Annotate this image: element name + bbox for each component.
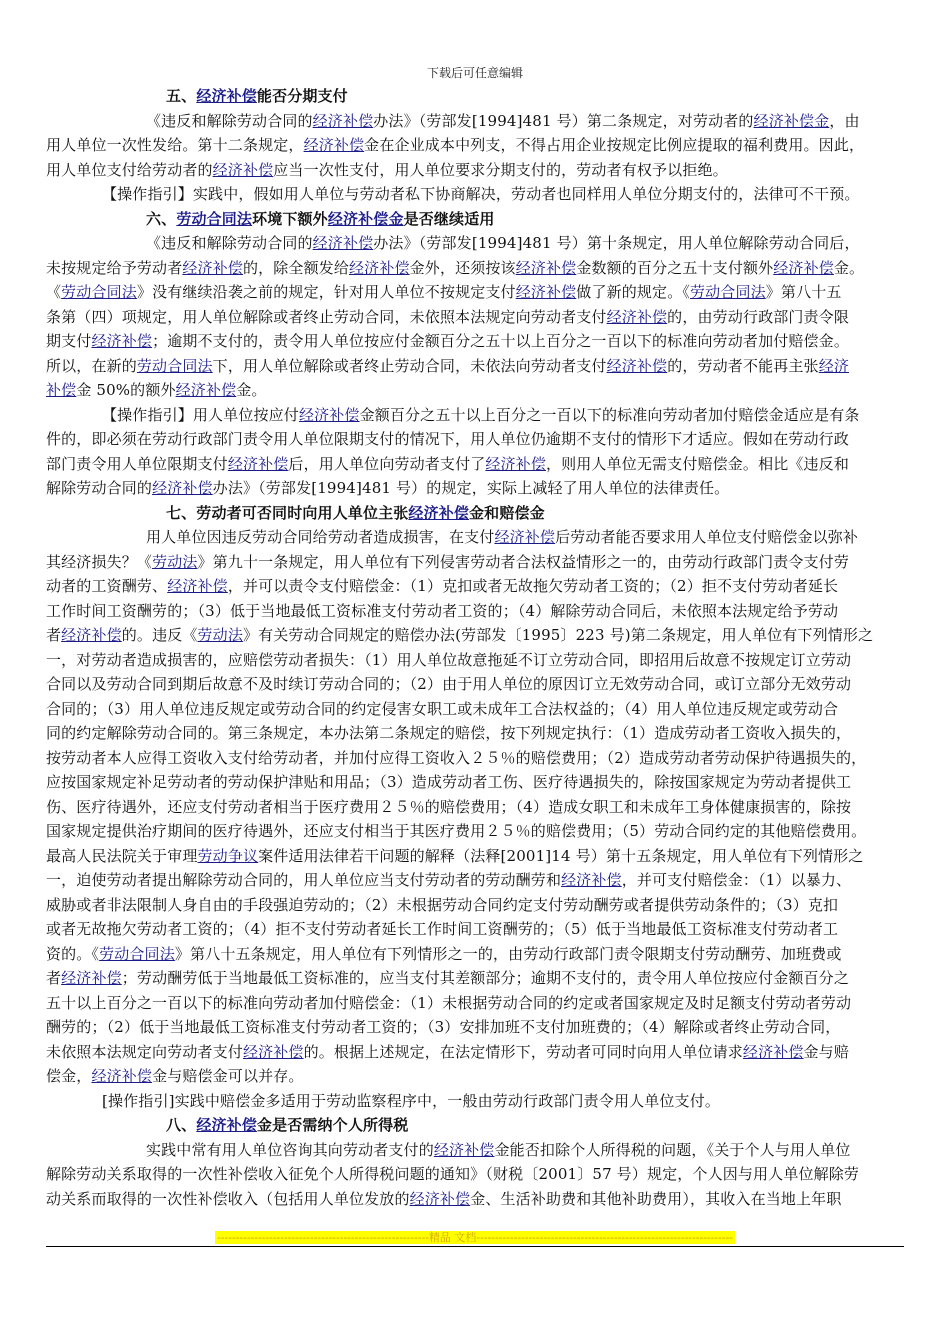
text-span: 金是否需纳个人所得税	[256, 1116, 409, 1134]
keyword-link[interactable]: 劳动法	[197, 626, 243, 644]
keyword-link[interactable]: 经济补偿	[408, 503, 470, 522]
text-span: 【操作指引】用人单位按应付	[102, 405, 299, 424]
text-span: 是否继续适用	[403, 209, 495, 228]
text-span: 合同的；（3）用人单位违反规定或劳动合同的约定侵害女职工或未成年工合法权益的；（4）用人单位违反规定或劳动合	[46, 699, 839, 718]
text-span: 八、	[166, 1116, 197, 1134]
keyword-link[interactable]: 劳动合同法	[176, 209, 253, 228]
text-line	[46, 966, 904, 991]
text-span: 环境下额外	[252, 209, 328, 228]
keyword-link[interactable]: 经济补偿	[61, 969, 122, 987]
text-line	[46, 1015, 904, 1040]
text-span: 酬劳的；（2）低于当地最低工资标准支付劳动者工资的；（3）安排加班不支付加班费的；（4）解除或者终止劳动合同，	[46, 1018, 841, 1036]
text-span: 期支付	[46, 332, 92, 350]
text-span: 其经济损失？《	[46, 552, 153, 571]
text-span: 七、劳动者可否同时向用人单位主张	[166, 503, 409, 522]
text-span: 条第（四）项规定，用人单位解除或者终止劳动合同，未依照本法规定向劳动者支付	[46, 307, 607, 326]
text-span: 同的约定解除劳动合同的。第三条规定，本办法第二条规定的赔偿，按下列规定执行：（1）造成劳动者工资收入损失的，	[46, 724, 852, 742]
text-span: 工作时间工资酬劳的；（3）低于当地最低工资标准支付劳动者工资的；（4）解除劳动合同后，未依照本法规定给予劳动	[46, 601, 839, 620]
text-span: 金。	[236, 381, 267, 399]
text-span: 》没有继续沿袭之前的规定，针对用人单位不按规定支付	[136, 283, 516, 301]
text-span: 偿金，	[46, 1067, 92, 1085]
text-line	[46, 550, 904, 575]
text-span: 金外，还须按该	[409, 258, 516, 277]
keyword-link[interactable]: 劳动合同法	[99, 944, 175, 963]
text-span: ，并可支付赔偿金：（1）以暴力、	[621, 871, 852, 889]
keyword-link[interactable]: 经济补偿	[312, 111, 374, 130]
text-span: 》第八十五条规定，用人单位有下列情形之一的，由劳动行政部门责令限期支付劳动酬劳、加班费或	[174, 944, 842, 963]
text-span: 做了新的规定。《	[576, 283, 690, 301]
text-line	[46, 133, 904, 158]
text-span: 《	[46, 283, 62, 301]
text-span: 》有关劳动合同规定的赔偿办法(劳部发〔1995〕223 号)第二条规定，用人单位有下列情形之	[242, 626, 874, 644]
keyword-link[interactable]: 劳动合同法	[61, 283, 137, 301]
text-span: 动关系而取得的一次性补偿收入（包括用人单位发放的	[46, 1189, 410, 1208]
text-span: 六、	[146, 209, 177, 228]
keyword-link[interactable]: 劳动争议	[197, 846, 259, 865]
text-span: 伤、医疗待遇外，还应支付劳动者相当于医疗费用２５％的赔偿费用；（4）造成女职工和未成年工身体健康损害的，除按	[46, 797, 852, 816]
keyword-link[interactable]: 经济补偿	[409, 1189, 471, 1208]
text-line	[46, 354, 904, 379]
text-line	[46, 844, 904, 869]
keyword-link[interactable]: 补偿	[46, 381, 77, 399]
text-line	[46, 648, 904, 673]
text-line	[46, 819, 904, 844]
text-span: ；劳动酬劳低于当地最低工资标准的，应当支付其差额部分；逾期不支付的，责令用人单位按应付金额百分之	[121, 969, 849, 987]
text-span: 用人单位支付给劳动者的	[46, 160, 213, 179]
text-span: 合同以及劳动合同到期后故意不及时续订劳动合同的；（2）由于用人单位的原因订立无效劳动合同，或订立部分无效劳动	[46, 675, 852, 693]
text-span: 者	[46, 969, 62, 987]
text-span: 的。根据上述规定，在法定情形下，劳动者可同时向用人单位请求	[303, 1042, 743, 1061]
keyword-link[interactable]: 经济补偿金	[753, 111, 830, 130]
text-span: 用人单位一次性发给。第十二条规定，	[46, 136, 304, 154]
text-span: 一，迫使劳动者提出解除劳动合同的，用人单位应当支付劳动者的劳动酬劳和	[46, 871, 562, 889]
text-span: ，由	[829, 111, 860, 130]
text-line	[46, 672, 904, 697]
keyword-link[interactable]: 经济补偿	[606, 356, 668, 375]
document-body	[46, 84, 904, 1211]
text-span: 应当一次性支付，用人单位要求分期支付的，劳动者有权予以拒绝。	[273, 160, 728, 179]
text-span: 未依照本法规定向劳动者支付	[46, 1042, 243, 1061]
text-line	[46, 525, 904, 550]
text-span: 用人单位因违反劳动合同给劳动者造成损害，在支付	[146, 528, 495, 546]
text-line	[46, 1064, 904, 1089]
text-line	[46, 256, 904, 281]
text-span: 案件适用法律若干问题的解释（法释[2001]14 号）第十五条规定，用人单位有下列情形之	[258, 846, 864, 865]
keyword-link[interactable]: 经济补偿	[227, 454, 289, 473]
text-line	[46, 623, 904, 648]
keyword-link[interactable]: 经济补偿	[515, 258, 577, 277]
text-span: 金、生活补助费和其他补助费用），其收入在当地上年职	[470, 1189, 842, 1208]
keyword-link[interactable]: 经济补偿	[61, 626, 122, 644]
text-line	[46, 1162, 904, 1187]
keyword-link[interactable]: 经济补偿	[606, 307, 668, 326]
keyword-link[interactable]: 经济补偿	[196, 87, 257, 105]
text-span: 最高人民法院关于审理	[46, 846, 198, 865]
keyword-link[interactable]: 经济补偿	[152, 479, 213, 497]
text-span: ，并可以责令支付赔偿金：（1）克扣或者无故拖欠劳动者工资的；（2）拒不支付劳动者延长	[227, 577, 839, 595]
text-span: 金与赔偿金可以并存。	[152, 1067, 304, 1085]
text-span: 能否分期支付	[256, 87, 348, 105]
text-span: 一，对劳动者造成损害的，应赔偿劳动者损失：（1）用人单位故意拖延不订立劳动合同，即招用后故意不按规定订立劳动	[46, 650, 852, 669]
keyword-link[interactable]: 经济补偿	[494, 528, 556, 546]
text-line	[46, 599, 904, 624]
keyword-link[interactable]: 经济补偿	[91, 332, 153, 350]
text-span: 《违反和解除劳动合同的	[146, 234, 313, 252]
keyword-link[interactable]: 经济补偿	[167, 577, 228, 595]
text-span: 按劳动者本人应得工资收入支付给劳动者，并加付应得工资收入２５％的赔偿费用；（2）造成劳动者劳动保护待遇损失的，	[46, 748, 867, 767]
text-span: 的。违反《	[121, 626, 198, 644]
keyword-link[interactable]: 经济补偿	[182, 258, 243, 277]
text-line	[46, 721, 904, 746]
text-line	[46, 305, 904, 330]
text-line	[46, 403, 904, 428]
keyword-link[interactable]: 经济补偿	[303, 136, 365, 154]
keyword-link[interactable]: 经济补偿	[91, 1067, 153, 1085]
text-span: 金数额的百分之五十支付额外	[576, 258, 774, 277]
text-line	[46, 1138, 904, 1163]
text-line	[46, 697, 904, 722]
keyword-link[interactable]: 经济补偿	[349, 258, 410, 277]
text-line	[46, 158, 904, 183]
section-heading	[46, 84, 904, 109]
text-line	[46, 476, 904, 501]
text-line	[46, 280, 904, 305]
keyword-link[interactable]: 经济补偿	[561, 871, 622, 889]
text-span: 下，用人单位解除或者终止劳动合同，未依法向劳动者支付	[212, 356, 607, 375]
text-span: 动者的工资酬劳、	[46, 577, 168, 595]
footer-divider	[46, 1246, 904, 1247]
text-line	[46, 574, 904, 599]
text-line	[46, 182, 904, 207]
keyword-link[interactable]: 经济	[818, 356, 850, 375]
text-span: 后劳动者能否要求用人单位支付赔偿金以弥补	[555, 528, 859, 546]
text-span: 或者无故拖欠劳动者工资的；（4）拒不支付劳动者延长工作时间工资酬劳的；（5）低于当地最低工资标准支付劳动者工	[46, 920, 839, 938]
text-span: 办法》（劳部发[1994]481 号）的规定，实际上减轻了用人单位的法律责任。	[212, 479, 730, 497]
text-line	[46, 427, 904, 452]
text-span: 金能否扣除个人所得税的问题，《关于个人与用人单位	[494, 1140, 851, 1159]
footer-banner	[0, 1231, 950, 1245]
text-span: 件的，即必须在劳动行政部门责令用人单位限期支付的情况下，用人单位仍逾期不支付的情形下才适应。假如在劳动行政	[46, 430, 849, 448]
text-span: 国家规定提供治疗期间的医疗待遇外，还应支付相当于其医疗费用２５％的赔偿费用；（5）劳动合同约定的其他赔偿费用。	[46, 822, 867, 840]
text-span: 金和赔偿金	[469, 503, 545, 522]
text-span: ，则用人单位无需支付赔偿金。相比《违反和	[545, 454, 849, 473]
keyword-link[interactable]: 劳动合同法	[690, 283, 766, 301]
text-line	[46, 1040, 904, 1065]
text-line	[46, 868, 904, 893]
keyword-link[interactable]: 劳动法	[152, 552, 198, 571]
text-line	[46, 329, 904, 354]
text-line	[46, 991, 904, 1016]
keyword-link[interactable]: 经济补偿	[742, 1042, 804, 1061]
text-line	[46, 378, 904, 403]
text-span: 金与赔	[803, 1042, 849, 1061]
text-span: 金 50%的额外	[76, 381, 176, 399]
section-heading	[46, 1113, 904, 1138]
keyword-link[interactable]: 经济补偿	[298, 405, 360, 424]
text-span: 的，劳动者不能再主张	[667, 356, 819, 375]
text-span: 解除劳动合同的	[46, 479, 153, 497]
text-span: 五、	[166, 87, 197, 105]
text-span: ；逾期不支付的，责令用人单位按应付金额百分之五十以上百分之一百以下的标准向劳动者加付赔偿金。	[152, 332, 849, 350]
text-span: 所以，在新的	[46, 356, 137, 375]
text-span: 【操作指引】实践中，假如用人单位与劳动者私下协商解决，劳动者也同样用人单位分期支付的，法律可不干预。	[102, 185, 860, 203]
text-span: 》第九十一条规定，用人单位有下列侵害劳动者合法权益情形之一的，由劳动行政部门责令支付劳	[197, 552, 849, 571]
text-line	[46, 452, 904, 477]
keyword-link[interactable]: 经济补偿	[433, 1140, 495, 1159]
keyword-link[interactable]: 经济补偿	[212, 160, 274, 179]
text-span: 未按规定给予劳动者	[46, 258, 183, 277]
text-span: 办法》（劳部发[1994]481 号）第十条规定，用人单位解除劳动合同后，	[373, 234, 860, 252]
text-span: [操作指引]实践中赔偿金多适用于劳动监察程序中，一般由劳动行政部门责令用人单位支付。	[102, 1091, 721, 1110]
text-line	[46, 770, 904, 795]
text-span: 的，除全额发给	[242, 258, 350, 277]
section-heading	[46, 207, 904, 232]
header-note: 下载后可任意编辑	[426, 66, 523, 80]
keyword-link[interactable]: 经济补偿	[312, 234, 374, 252]
keyword-link[interactable]: 经济补偿	[515, 283, 577, 301]
text-line	[46, 1187, 904, 1212]
text-line	[46, 1089, 904, 1114]
text-span: 五十以上百分之一百以下的标准向劳动者加付赔偿金：（1）未根据劳动合同的约定或者国家规定及时足额支付劳动者劳动	[46, 993, 852, 1012]
text-span: 金额百分之五十以上百分之一百以下的标准向劳动者加付赔偿金适应是有条	[359, 405, 860, 424]
keyword-link[interactable]: 经济补偿	[485, 454, 546, 473]
text-span: 的，由劳动行政部门责令限	[667, 307, 849, 326]
text-span: 应按国家规定补足劳动者的劳动保护津贴和用品；（3）造成劳动者工伤、医疗待遇损失的，除按国家规定为劳动者提供工	[46, 773, 852, 791]
text-span: 》第八十五	[765, 283, 842, 301]
text-line	[46, 942, 904, 967]
text-span: 金。	[833, 258, 865, 277]
keyword-link[interactable]: 经济补偿	[175, 381, 237, 399]
text-line	[46, 893, 904, 918]
keyword-link[interactable]: 经济补偿	[773, 258, 834, 277]
keyword-link[interactable]: 经济补偿	[242, 1042, 304, 1061]
text-span: 资的。《	[46, 944, 100, 963]
text-span: 者	[46, 626, 62, 644]
text-span: 部门责令用人单位限期支付	[46, 454, 228, 473]
keyword-link[interactable]: 经济补偿金	[327, 209, 404, 228]
keyword-link[interactable]: 经济补偿	[196, 1116, 257, 1134]
text-span: 《违反和解除劳动合同的	[146, 111, 313, 130]
text-line	[46, 746, 904, 771]
section-heading	[46, 501, 904, 526]
text-span: 办法》（劳部发[1994]481 号）第二条规定，对劳动者的	[373, 111, 754, 130]
footer-banner-text: ---------------------------------------------------------精品 文档---------------------------------------------------------------------	[217, 1231, 733, 1244]
text-line	[46, 917, 904, 942]
text-line	[46, 231, 904, 256]
text-span: 解除劳动关系取得的一次性补偿收入征免个人所得税问题的通知》（财税〔2001〕57 号）规定，个人因与用人单位解除劳	[46, 1165, 860, 1183]
text-span: 实践中常有用人单位咨询其向劳动者支付的	[146, 1140, 434, 1159]
text-span: 后，用人单位向劳动者支付了	[288, 454, 486, 473]
text-span: 威胁或者非法限制人身自由的手段强迫劳动的；（2）未根据劳动合同约定支付劳动酬劳或者提供劳动条件的；（3）克扣	[46, 895, 839, 914]
text-line	[46, 109, 904, 134]
text-line	[46, 795, 904, 820]
keyword-link[interactable]: 劳动合同法	[136, 356, 213, 375]
text-span: 金在企业成本中列支，不得占用企业按规定比例应提取的福利费用。因此，	[364, 136, 865, 154]
